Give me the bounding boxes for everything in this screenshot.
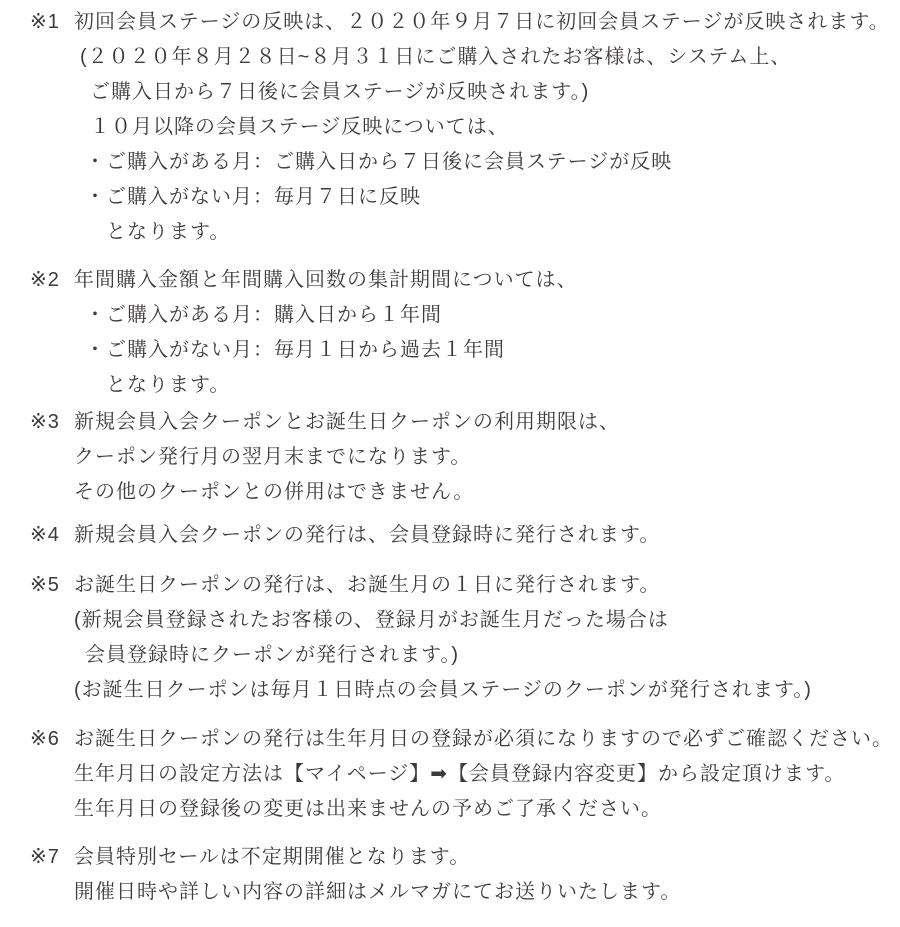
note (30, 840, 900, 910)
note-line: 会員登録時にクーポンが発行されます。) (85, 644, 460, 666)
note-line: お誕生日クーポンの発行は、お誕生月の１日に発行されます。 (74, 574, 661, 596)
note-line: 新規会員入会クーポンの発行は、会員登録時に発行されます。 (74, 524, 661, 546)
note (30, 405, 900, 510)
note-line: 年間購入金額と年間購入回数の集計期間については、 (74, 269, 578, 291)
note-number-label: ※7 (30, 846, 60, 868)
note-body (74, 263, 900, 403)
note (30, 722, 900, 827)
note-line: 会員特別セールは不定期開催となります。 (74, 846, 471, 868)
note-line: となります。 (106, 221, 231, 243)
note (30, 5, 900, 250)
note-line: 生年月日の設定方法は【マイページ】➡【会員登録内容変更】から設定頂けます。 (74, 763, 846, 785)
note-line: ・ご購入がある月：ご購入日から７日後に会員ステージが反映 (85, 151, 673, 173)
note-line: 開催日時や詳しい内容の詳細はメルマガにてお送りいたします。 (74, 881, 682, 903)
note-line: クーポン発行月の翌月末までになります。 (74, 446, 472, 468)
note-line: となります。 (106, 374, 231, 396)
note-line: お誕生日クーポンの発行は生年月日の登録が必須になりますので必ずご確認ください。 (74, 728, 893, 750)
note-number-label: ※2 (30, 269, 60, 291)
note-line: ・ご購入がない月：毎月１日から過去１年間 (85, 339, 505, 361)
note-line: 生年月日の登録後の変更は出来ませんの予めご了承ください。 (74, 798, 662, 820)
note-line: (新規会員登録されたお客様の、登録月がお誕生月だった場合は (74, 609, 669, 631)
note-line: ご購入日から７日後に会員ステージが反映されます。) (90, 81, 590, 103)
note-body (74, 518, 900, 553)
note-number-label: ※5 (30, 574, 60, 596)
notes-list (30, 5, 900, 910)
note (30, 568, 900, 708)
note-line: (お誕生日クーポンは毎月１日時点の会員ステージのクーポンが発行されます。) (74, 679, 812, 701)
note-number-label: ※6 (30, 728, 60, 750)
note-line: その他のクーポンとの併用はできません。 (74, 481, 475, 503)
note-body (74, 405, 900, 510)
note-line: ・ご購入がある月：購入日から１年間 (85, 304, 442, 326)
note-number-label: ※1 (30, 11, 60, 33)
note-line: １０月以降の会員ステージ反映については、 (90, 116, 509, 138)
note-line: 初回会員ステージの反映は、２０２０年９月７日に初回会員ステージが反映されます。 (74, 11, 890, 33)
note-line: (２０２０年８月２８日~８月３１日にご購入されたお客様は、システム上、 (80, 46, 792, 68)
note-line: 新規会員入会クーポンとお誕生日クーポンの利用期限は、 (74, 411, 620, 433)
note-body (74, 840, 900, 910)
note-body (74, 568, 900, 708)
note-body (74, 722, 900, 827)
note-number-label: ※3 (30, 411, 60, 433)
note (30, 263, 900, 403)
note-number-label: ※4 (30, 524, 60, 546)
note-body (74, 5, 900, 250)
note (30, 518, 900, 553)
note-line: ・ご購入がない月：毎月７日に反映 (85, 186, 421, 208)
